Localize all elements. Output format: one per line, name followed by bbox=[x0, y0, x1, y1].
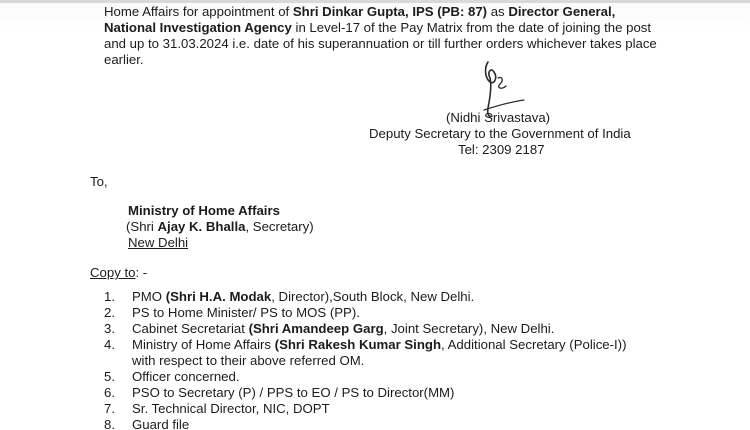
item-text-pre: PSO to Secretary (P) / PPS to EO / PS to Director(MM) bbox=[132, 385, 455, 400]
para-l2-text: in Level-17 of the Pay Matrix from the date of joining the post bbox=[291, 20, 652, 35]
item-text bbox=[104, 401, 330, 417]
addressee-organisation bbox=[128, 203, 280, 219]
paragraph-line-1 bbox=[104, 4, 615, 20]
post-title: Director General, bbox=[508, 4, 616, 19]
addressee-city: New Delhi bbox=[128, 235, 189, 250]
paragraph-line-2 bbox=[104, 20, 651, 36]
addressee-person-post: , Secretary) bbox=[245, 219, 314, 234]
item-number: 3. bbox=[104, 321, 115, 336]
copy-to-list bbox=[104, 289, 626, 430]
item-number: 8. bbox=[104, 417, 115, 430]
item-text bbox=[104, 321, 554, 337]
item-text-pre: Officer concerned. bbox=[132, 369, 240, 384]
copy-to-item bbox=[104, 385, 626, 401]
item-text-continuation: with respect to their above referred OM. bbox=[132, 353, 365, 368]
to-label: To, bbox=[90, 174, 108, 189]
item-text-bold: (Shri Amandeep Garg bbox=[248, 321, 384, 336]
para-l1-mid: as bbox=[487, 4, 509, 19]
copy-to-item bbox=[104, 337, 626, 369]
copy-to-item bbox=[104, 401, 626, 417]
addressee-org-text: Ministry of Home Affairs bbox=[128, 203, 280, 218]
item-text-pre: Sr. Technical Director, NIC, DOPT bbox=[132, 401, 330, 416]
paragraph-line-3: and up to 31.03.2024 i.e. date of his superannuation or till further orders whichever takes place bbox=[104, 36, 657, 51]
copy-to-label: Copy to bbox=[90, 265, 136, 280]
item-text-bold: (Shri Rakesh Kumar Singh bbox=[274, 337, 442, 352]
item-text-pre: Guard file bbox=[132, 417, 190, 430]
signatory-telephone: Tel: 2309 2187 bbox=[458, 142, 545, 157]
copy-to-heading bbox=[90, 265, 147, 281]
signatory-designation: Deputy Secretary to the Government of India bbox=[369, 126, 631, 141]
item-number: 4. bbox=[104, 337, 115, 352]
item-text bbox=[104, 337, 626, 353]
item-number: 6. bbox=[104, 385, 115, 400]
item-number: 2. bbox=[104, 305, 115, 320]
item-text-pre: Ministry of Home Affairs bbox=[132, 337, 275, 352]
item-text-pre: Cabinet Secretariat bbox=[132, 321, 249, 336]
para-l1-text: Home Affairs for appointment of bbox=[104, 4, 293, 19]
copy-to-item bbox=[104, 289, 626, 305]
addressee-person-name: Ajay K. Bhalla bbox=[157, 219, 246, 234]
copy-to-suffix: : - bbox=[135, 265, 148, 280]
item-text bbox=[104, 305, 360, 321]
addressee-person-pre: (Shri bbox=[126, 219, 158, 234]
item-text-pre: PS to Home Minister/ PS to MOS (PP). bbox=[132, 305, 360, 320]
item-number: 1. bbox=[104, 289, 115, 304]
item-text-post: , Additional Secretary (Police-I)) bbox=[441, 337, 627, 352]
item-number: 7. bbox=[104, 401, 115, 416]
copy-to-item bbox=[104, 305, 626, 321]
item-text-post: , Joint Secretary), New Delhi. bbox=[383, 321, 555, 336]
signatory-name: (Nidhi Srivastava) bbox=[446, 110, 551, 125]
item-text-post: , Director),South Block, New Delhi. bbox=[271, 289, 475, 304]
item-number: 5. bbox=[104, 369, 115, 384]
addressee-person bbox=[126, 219, 314, 235]
copy-to-item bbox=[104, 369, 626, 385]
item-text-pre: PMO bbox=[132, 289, 166, 304]
agency-name: National Investigation Agency bbox=[104, 20, 292, 35]
copy-to-item bbox=[104, 417, 626, 430]
item-text-bold: (Shri H.A. Modak bbox=[165, 289, 272, 304]
item-text bbox=[104, 289, 474, 305]
copy-to-item bbox=[104, 321, 626, 337]
page-top-edge bbox=[0, 0, 750, 3]
item-text bbox=[104, 385, 454, 401]
paragraph-line-4: earlier. bbox=[104, 52, 144, 67]
officer-name: Shri Dinkar Gupta, IPS (PB: 87) bbox=[292, 4, 488, 19]
